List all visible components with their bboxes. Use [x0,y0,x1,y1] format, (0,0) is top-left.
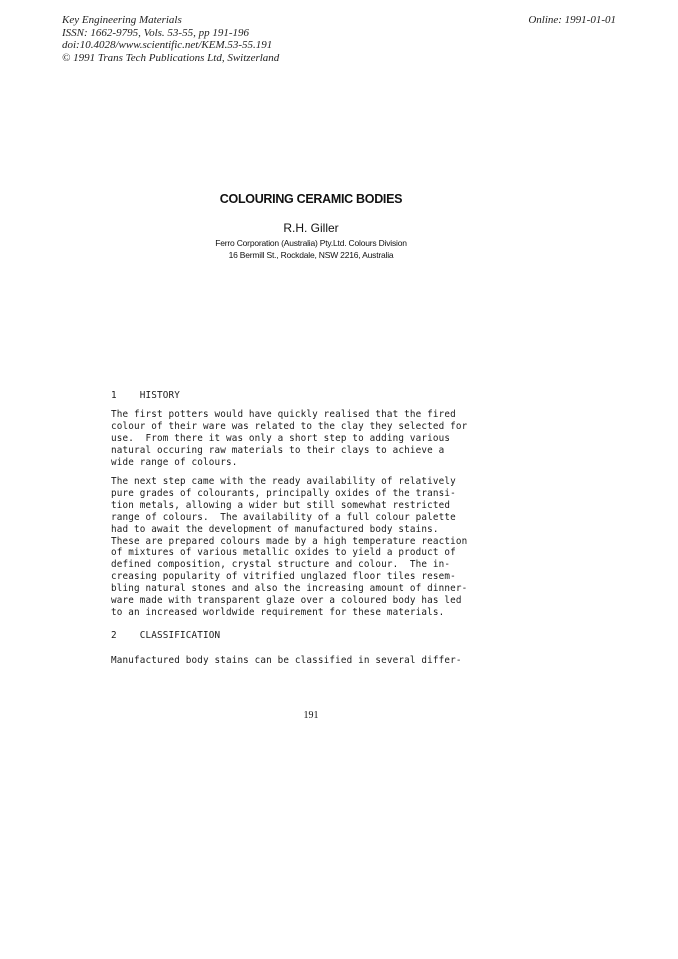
text-line: of mixtures of various metallic oxides to yield a product of [111,547,456,559]
text-line: use. From there it was only a short step to adding various [111,432,451,444]
affiliation-line: Ferro Corporation (Australia) Pty.Ltd. Colours Division [215,238,407,248]
text-line: The next step came with the ready availability of relatively [111,476,456,487]
text-line: had to await the development of manufactured body stains. [111,523,439,535]
text-line: colour of their ware was related to the clay they selected for [111,420,468,432]
copyright-line: © 1991 Trans Tech Publications Ltd, Switzerland [62,51,280,64]
affiliation [0,238,622,261]
text-line: These are prepared colours made by a high temperature reaction [111,535,468,547]
online-date: Online: 1991-01-01 [528,14,616,26]
text-line: Manufactured body stains can be classified in several differ- [111,655,462,666]
doi-line: doi:10.4028/www.scientific.net/KEM.53-55.191 [62,39,273,51]
paper-title: COLOURING CERAMIC BODIES [219,192,403,206]
journal-name: Key Engineering Materials [62,14,182,26]
page-number: 191 [303,710,319,721]
text-line: ware made with transparent glaze over a coloured body has led [111,595,462,607]
author-name: R.H. Giller [283,221,339,235]
text-line: to an increased worldwide requirement for these materials. [111,606,445,618]
citation-block [62,14,279,64]
paragraph [111,409,531,469]
text-line: creasing popularity of vitrified unglazed floor tiles resem- [111,571,456,583]
text-line: range of colours. The availability of a full colour palette [111,511,456,523]
section-heading-history: 1 HISTORY [111,390,180,401]
text-line: wide range of colours. [111,456,238,468]
affiliation-line: 16 Bermill St., Rockdale, NSW 2216, Australia [228,249,394,260]
text-line: defined composition, crystal structure and colour. The in- [111,559,451,571]
paragraph [111,655,531,667]
text-line: natural occuring raw materials to their clays to achieve a [111,444,445,456]
paragraph [111,476,531,619]
text-line: The first potters would have quickly realised that the fired [111,409,456,420]
text-line: tion metals, allowing a wider but still somewhat restricted [111,499,451,511]
section-heading-classification: 2 CLASSIFICATION [111,630,221,641]
text-line: pure grades of colourants, principally oxides of the transi- [111,487,456,499]
text-line: bling natural stones and also the increasing amount of dinner- [111,583,468,595]
issn-line: ISSN: 1662-9795, Vols. 53-55, pp 191-196 [62,26,249,39]
